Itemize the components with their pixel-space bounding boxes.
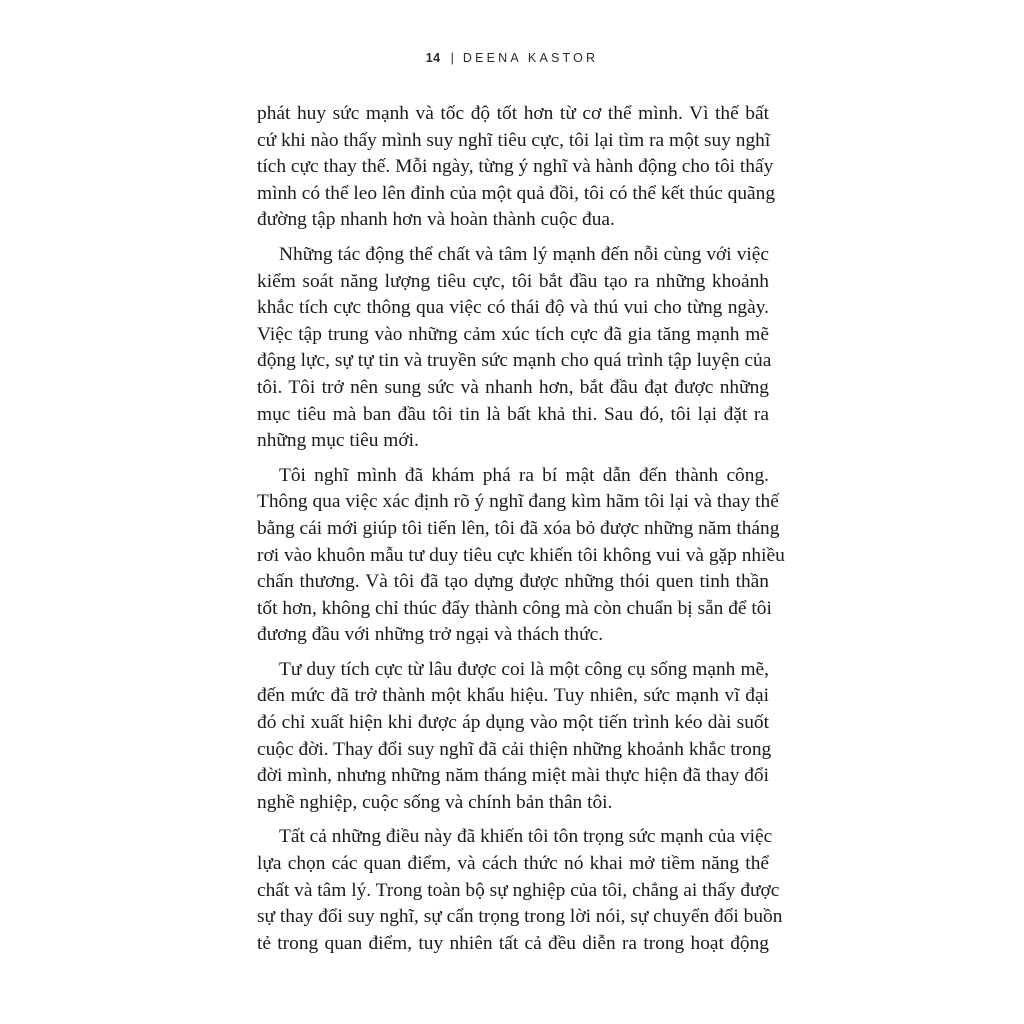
- text-line: cuộc đời. Thay đổi suy nghĩ đã cải thiện những khoảnh khắc trong: [257, 738, 772, 760]
- text-line: tích cực thay thế. Mỗi ngày, từng ý nghĩ và hành động cho tôi thấy: [257, 156, 774, 178]
- text-line: Thông qua việc xác định rõ ý nghĩ đang kìm hãm tôi lại và thay thế: [257, 491, 779, 513]
- text-line: những mục tiêu mới.: [257, 430, 419, 452]
- text-line: rơi vào khuôn mẫu tư duy tiêu cực khiến tôi không vui và gặp nhiều: [257, 544, 785, 566]
- text-line: đến mức đã trở thành một khẩu hiệu. Tuy nhiên, sức mạnh vĩ đại: [257, 685, 769, 707]
- author-name: DEENA KASTOR: [462, 51, 599, 65]
- text-line: động lực, sự tự tin và truyền sức mạnh cho quá trình tập luyện của: [257, 350, 772, 372]
- text-line: mình có thể leo lên đỉnh của một quả đồi, tôi có thể kết thúc quãng: [257, 182, 776, 204]
- body-text: [257, 101, 785, 965]
- text-line: cứ khi nào thấy mình suy nghĩ tiêu cực, tôi lại tìm ra một suy nghĩ: [257, 129, 771, 151]
- paragraph: [257, 657, 772, 817]
- text-line: đường tập nhanh hơn và hoàn thành cuộc đua.: [257, 209, 615, 231]
- text-line: Việc tập trung vào những cảm xúc tích cực đã gia tăng mạnh mẽ: [257, 323, 769, 345]
- text-line: chất và tâm lý. Trong toàn bộ sự nghiệp của tôi, chẳng ai thấy được: [257, 879, 780, 901]
- text-line: sự thay đổi suy nghĩ, sự cẩn trọng trong lời nói, sự chuyển đổi buồn: [257, 906, 783, 928]
- text-line: Tôi nghĩ mình đã khám phá ra bí mật dẫn đến thành công.: [279, 464, 769, 486]
- text-line: chấn thương. Và tôi đã tạo dựng được những thói quen tinh thần: [257, 571, 769, 593]
- header-separator: |: [450, 51, 454, 65]
- paragraph: [257, 824, 783, 957]
- text-line: kiểm soát năng lượng tiêu cực, tôi bắt đầu tạo ra những khoảnh: [257, 270, 769, 292]
- text-line: Tư duy tích cực từ lâu được coi là một công cụ sống mạnh mẽ,: [279, 658, 769, 680]
- text-line: đời mình, nhưng những năm tháng miệt mài thực hiện đã thay đổi: [257, 765, 769, 787]
- text-line: lựa chọn các quan điểm, và cách thức nó khai mở tiềm năng thể: [257, 853, 769, 875]
- text-line: đương đầu với những trở ngại và thách thức.: [257, 624, 604, 646]
- page-number: 14: [425, 51, 441, 65]
- text-line: Những tác động thể chất và tâm lý mạnh đến nỗi cùng với việc: [279, 243, 769, 265]
- paragraph: [257, 463, 785, 649]
- paragraph: [257, 242, 772, 455]
- text-line: khắc tích cực thông qua việc có thái độ và thú vui cho từng ngày.: [257, 297, 769, 319]
- text-line: Tất cả những điều này đã khiến tôi tôn trọng sức mạnh của việc: [279, 826, 773, 848]
- text-line: tốt hơn, không chỉ thúc đẩy thành công mà còn chuẩn bị sẵn để tôi: [257, 597, 772, 619]
- text-line: đó chỉ xuất hiện khi được áp dụng vào một tiến trình kéo dài suốt: [257, 712, 769, 734]
- text-line: tôi. Tôi trở nên sung sức và nhanh hơn, bắt đầu đạt được những: [257, 376, 769, 398]
- text-line: bằng cái mới giúp tôi tiến lên, tôi đã xóa bỏ được những năm tháng: [257, 517, 780, 539]
- running-head: [0, 51, 1024, 65]
- paragraph: [257, 101, 776, 234]
- text-line: mục tiêu mà ban đầu tôi tin là bất khả thi. Sau đó, tôi lại đặt ra: [257, 403, 769, 425]
- text-line: tẻ trong quan điểm, tuy nhiên tất cả đều diễn ra trong hoạt động: [257, 932, 769, 954]
- text-line: nghề nghiệp, cuộc sống và chính bản thân tôi.: [257, 791, 613, 813]
- text-line: phát huy sức mạnh và tốc độ tốt hơn từ cơ thể mình. Vì thế bất: [257, 103, 769, 124]
